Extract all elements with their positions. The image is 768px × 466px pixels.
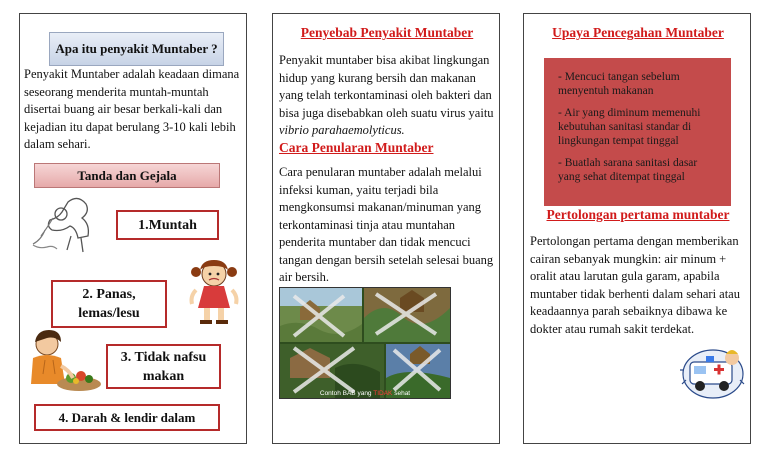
vomiting-person-icon xyxy=(23,190,103,260)
panel1-intro: Penyakit Muntaber adalah keadaan dimana seseorang menderita muntah-muntah disertai buang air besar berkali-kali dan kejadian itu dapat berulang 3-10 kali lebih dalam sehari. xyxy=(24,67,240,151)
panel3-heading1: Upaya Pencegahan Muntaber xyxy=(552,25,724,40)
prevention-item-1: - Mencuci tangan sebelum menyentuh makanan xyxy=(558,71,680,97)
symptom-3: 3. Tidak nafsu makan xyxy=(106,344,221,389)
panel2-heading1: Penyebab Penyakit Muntaber xyxy=(300,25,474,40)
panel-what-is xyxy=(19,13,247,444)
panel1-title: Apa itu penyakit Muntaber ? xyxy=(49,32,224,66)
gejala-heading: Tanda dan Gejala xyxy=(34,163,220,188)
prevention-item-2: - Air yang diminum memenuhi kebutuhan sanitasi standar di lingkungan tempat tinggal xyxy=(558,107,701,147)
unhealthy-sanitation-photo xyxy=(279,287,451,399)
sick-girl-icon xyxy=(186,258,242,326)
panel3-para: Pertolongan pertama dengan memberikan cairan sebanyak mungkin: air minum + oralit atau larutan gula garam, apabila muntaber tidak berhenti dalam sehari atau keadaannya parah sebaiknya dibawa ke dokter atau rumah sakit terdekat. xyxy=(530,234,740,336)
symptom-4: 4. Darah & lendir dalam xyxy=(34,404,220,431)
prevention-item-3: - Buatlah sarana sanitasi dasar yang sehat ditempat tinggal xyxy=(558,157,698,183)
panel-prevention xyxy=(523,13,751,444)
symptom-1: 1.Muntah xyxy=(116,210,219,240)
prevention-box xyxy=(544,58,731,206)
ambulance-icon xyxy=(680,340,746,404)
photo-caption: Contoh BAB yang TIDAK sehat xyxy=(319,390,411,397)
panel2-para2: Cara penularan muntaber adalah melalui infeksi kuman, yaitu terjadi bila mengkonsumsi makanan/minuman yang terkontaminasi tinja atau muntahan penderita muntaber dan tidak mencuci tangan dengan bersih setelah selesai buang air bersih. xyxy=(279,165,494,284)
panel2-para1: Penyakit muntaber bisa akibat lingkungan hidup yang kurang bersih dan makanan yang telah terkontaminasi oleh bakteri dan bisa juga disebabkan oleh suatu virus yaitu vibrio parahaemolyticus. xyxy=(279,53,494,137)
panel3-heading2: Pertolongan pertama muntaber xyxy=(546,207,730,222)
panel-cause xyxy=(272,13,500,444)
symptom-2: 2. Panas, lemas/lesu xyxy=(51,280,167,328)
panel2-heading2: Cara Penularan Muntaber xyxy=(279,140,434,155)
woman-food-icon xyxy=(23,326,105,400)
